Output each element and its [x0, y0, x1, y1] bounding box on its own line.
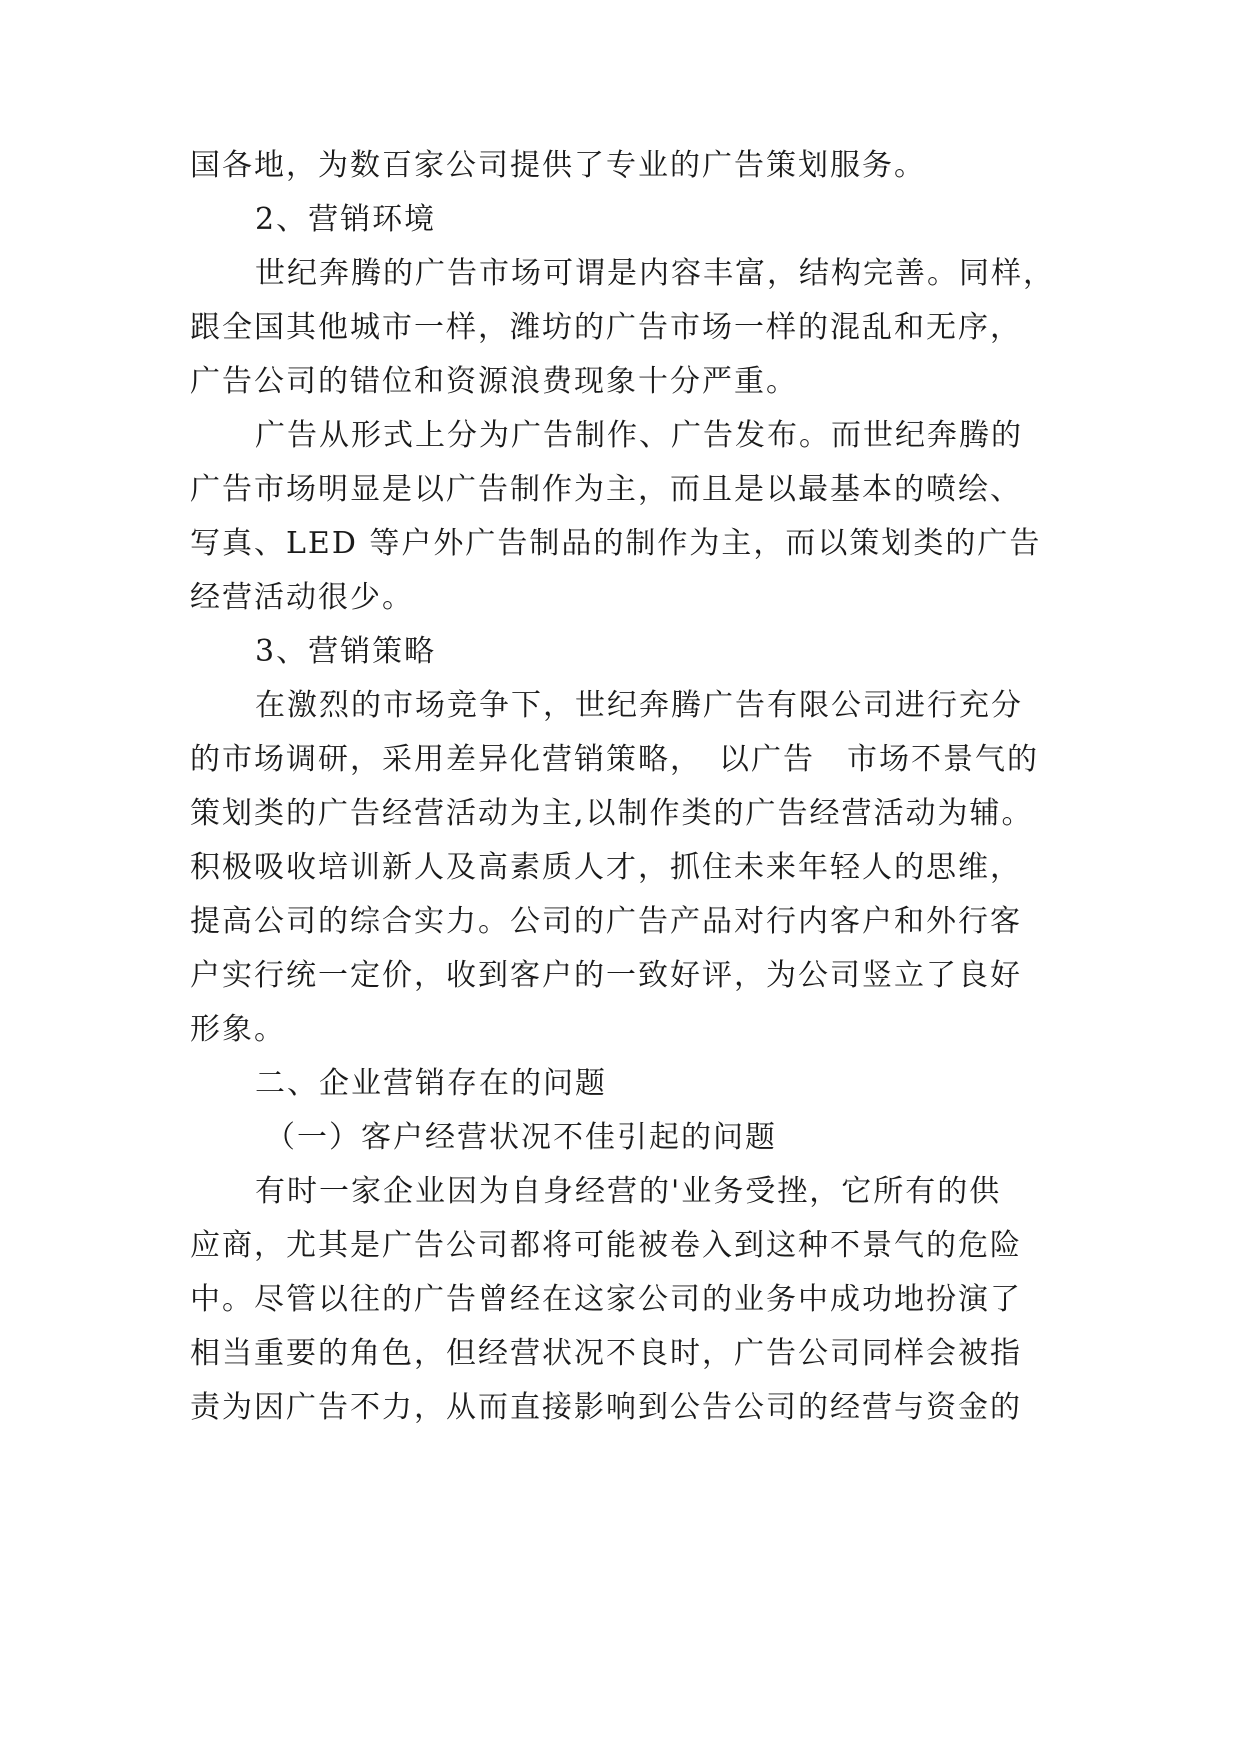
paragraph-line: 有时一家企业因为自身经营的'业务受挫，它所有的供 [255, 1174, 1002, 1209]
section-heading-problems: 二、企业营销存在的问题 [255, 1066, 607, 1101]
paragraph-line: 广告市场明显是以广告制作为主，而且是以最基本的喷绘、 [190, 472, 1022, 507]
paragraph-line: 中。尽管以往的广告曾经在这家公司的业务中成功地扮演了 [190, 1282, 1022, 1317]
paragraph-line: 写真、LED 等户外广告制品的制作为主，而以策划类的广告 [190, 526, 1042, 561]
paragraph-line: 在激烈的市场竞争下，世纪奔腾广告有限公司进行充分 [255, 688, 1023, 723]
paragraph-line: 策划类的广告经营活动为主,以制作类的广告经营活动为辅。 [190, 796, 1034, 831]
paragraph-line: 提高公司的综合实力。公司的广告产品对行内客户和外行客 [190, 904, 1022, 939]
section-heading-marketing-strategy: 3、营销策略 [255, 634, 437, 669]
paragraph-line: 形象。 [190, 1012, 286, 1047]
paragraph-line: 责为因广告不力，从而直接影响到公告公司的经营与资金的 [190, 1390, 1022, 1425]
paragraph-line: 的市场调研，采用差异化营销策略， 以广告 市场不景气的 [190, 742, 1039, 777]
paragraph-line: 世纪奔腾的广告市场可谓是内容丰富，结构完善。同样， [255, 256, 1055, 291]
paragraph-line: 经营活动很少。 [190, 580, 414, 615]
subsection-heading: （一）客户经营状况不佳引起的问题 [265, 1120, 777, 1155]
paragraph-line: 广告公司的错位和资源浪费现象十分严重。 [190, 364, 798, 399]
paragraph-line: 积极吸收培训新人及高素质人才，抓住未来年轻人的思维， [190, 850, 1022, 885]
paragraph-line: 广告从形式上分为广告制作、广告发布。而世纪奔腾的 [255, 418, 1023, 453]
paragraph-line: 跟全国其他城市一样，潍坊的广告市场一样的混乱和无序， [190, 310, 1022, 345]
section-heading-marketing-environment: 2、营销环境 [255, 202, 437, 237]
paragraph-line: 应商，尤其是广告公司都将可能被卷入到这种不景气的危险 [190, 1228, 1022, 1263]
paragraph-line: 相当重要的角色，但经营状况不良时，广告公司同样会被指 [190, 1336, 1022, 1371]
text-line-continuation: 国各地，为数百家公司提供了专业的广告策划服务。 [190, 148, 926, 183]
paragraph-line: 户实行统一定价，收到客户的一致好评，为公司竖立了良好 [190, 958, 1022, 993]
